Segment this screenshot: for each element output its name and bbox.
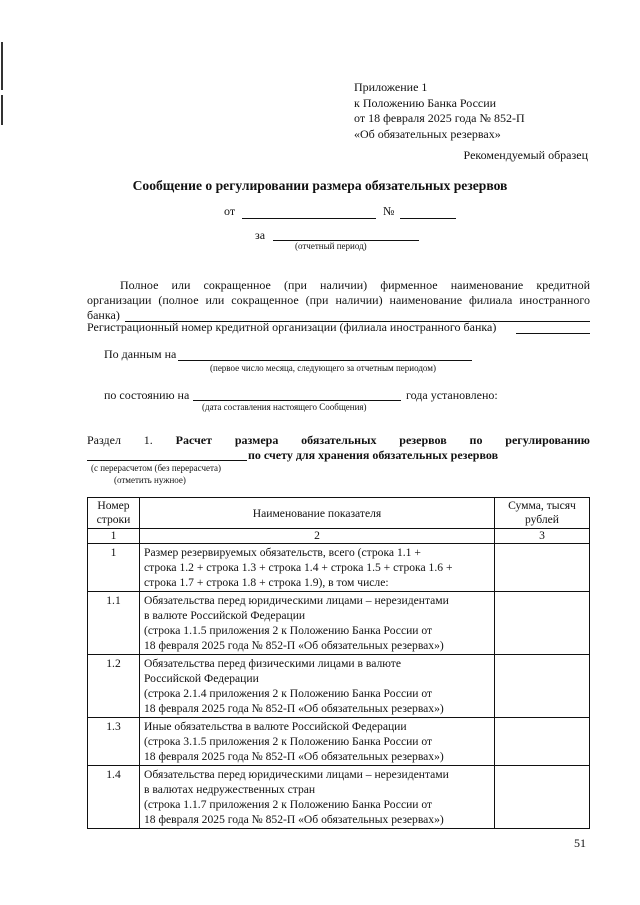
row-number: 1.1 (88, 592, 140, 655)
section-word: резервов (399, 433, 447, 447)
row-sum-cell[interactable] (495, 718, 590, 766)
header-sum: Сумма, тысяч рублей (495, 498, 590, 529)
row-description (140, 766, 495, 829)
table-row (88, 655, 590, 718)
row-sum-cell[interactable] (495, 592, 590, 655)
document-title: Сообщение о регулировании размера обязательных резервов (132, 178, 508, 193)
section-number: 1. (143, 433, 153, 447)
org-line-2: организации (полное или сокращенное (при наличии) наименование филиала иностранного (87, 293, 590, 307)
table-row (88, 718, 590, 766)
reg-number-label: Регистрационный номер кредитной организации (филиала иностранного банка) (87, 320, 497, 334)
appendix-line: к Положению Банка России (354, 95, 497, 110)
table-header-row (88, 498, 590, 529)
row-text-line: строка 1.2 + строка 1.3 + строка 1.4 + строка 1.5 + строка 1.6 + (144, 561, 453, 574)
appendix-line: Приложение 1 (354, 80, 428, 94)
row-text-line: 18 февраля 2025 года № 852-П «Об обязательных резервах») (144, 750, 444, 763)
sample-label: Рекомендуемый образец (463, 148, 588, 162)
number-field[interactable] (400, 218, 456, 219)
row-text-line: 18 февраля 2025 года № 852-П «Об обязательных резервах») (144, 639, 444, 652)
row-text-line: Обязательства перед юридическими лицами – нерезидентами (144, 594, 449, 607)
row-text-line: (строка 1.1.7 приложения 2 к Положению Банка России от (144, 798, 433, 811)
row-text-line: Иные обязательства в валюте Российской Федерации (144, 720, 407, 733)
section-word: по (469, 433, 483, 447)
appendix-header (354, 80, 525, 142)
period-hint: (отчетный период) (295, 241, 367, 251)
row-description (140, 718, 495, 766)
row-text-line: в валютах недружественных стран (144, 783, 316, 796)
row-text-line: (строка 3.1.5 приложения 2 к Положению Банка России от (144, 735, 433, 748)
row-number: 1.2 (88, 655, 140, 718)
data-on-field[interactable] (178, 360, 472, 361)
col-number: 1 (88, 529, 140, 544)
section-word: регулированию (505, 433, 590, 447)
from-label: от (224, 204, 236, 218)
for-label: за (255, 228, 266, 242)
date-field[interactable] (242, 218, 376, 219)
scan-edge-mark (1, 42, 3, 90)
row-text-line: (строка 2.1.4 приложения 2 к Положению Банка России от (144, 687, 433, 700)
row-text-line: строка 1.7 + строка 1.8 + строка 1.9), в том числе: (144, 576, 389, 589)
col-number: 2 (140, 529, 495, 544)
table-col-number-row (88, 529, 590, 544)
table-row (88, 766, 590, 829)
as-of-label: по состоянию на (104, 388, 190, 402)
recalc-hint: (с перерасчетом (без перерасчета) (91, 463, 222, 473)
row-description (140, 544, 495, 592)
as-of-hint: (дата составления настоящего Сообщения) (202, 402, 367, 412)
page-number: 51 (574, 836, 586, 850)
table-row (88, 592, 590, 655)
row-text-line: 18 февраля 2025 года № 852-П «Об обязательных резервах») (144, 813, 444, 826)
row-text-line: 18 февраля 2025 года № 852-П «Об обязательных резервах») (144, 702, 444, 715)
row-text-line: (строка 1.1.5 приложения 2 к Положению Банка России от (144, 624, 433, 637)
data-on-label: По данным на (104, 347, 177, 361)
data-on-hint: (первое число месяца, следующего за отчетным периодом) (210, 363, 436, 373)
row-description (140, 655, 495, 718)
as-of-suffix: года установлено: (406, 388, 498, 402)
recalc-field[interactable] (87, 460, 247, 461)
row-number: 1.4 (88, 766, 140, 829)
row-text-line: Обязательства перед юридическими лицами – нерезидентами (144, 768, 449, 781)
row-sum-cell[interactable] (495, 544, 590, 592)
org-line-3: банка) (87, 308, 120, 322)
appendix-line: от 18 февраля 2025 года № 852-П (354, 111, 525, 125)
section-word: обязательных (301, 433, 377, 447)
as-of-field[interactable] (193, 400, 401, 401)
header-indicator-name: Наименование показателя (140, 498, 495, 529)
row-text-line: Размер резервируемых обязательств, всего (строка 1.1 + (144, 546, 421, 559)
header-row-number: Номер строки (88, 498, 140, 529)
col-number: 3 (495, 529, 590, 544)
mark-hint: (отметить нужное) (114, 475, 186, 485)
reg-number-field[interactable] (516, 333, 590, 334)
section-line-2: по счету для хранения обязательных резервов (248, 448, 499, 462)
org-line-1: Полное или сокращенное (при наличии) фирменное наименование кредитной (120, 278, 590, 292)
appendix-line: «Об обязательных резервах» (354, 126, 501, 141)
row-number: 1.3 (88, 718, 140, 766)
section-heading (87, 433, 590, 448)
reserves-table (87, 497, 590, 829)
row-description (140, 592, 495, 655)
row-text-line: в валюте Российской Федерации (144, 609, 306, 622)
row-sum-cell[interactable] (495, 655, 590, 718)
row-number: 1 (88, 544, 140, 592)
section-word: Раздел (87, 433, 121, 447)
number-label: № (383, 204, 395, 218)
row-sum-cell[interactable] (495, 766, 590, 829)
row-text-line: Российской Федерации (144, 672, 259, 685)
row-text-line: Обязательства перед физическими лицами в валюте (144, 657, 401, 670)
scan-edge-mark (1, 95, 3, 125)
section-word: Расчет (175, 433, 213, 447)
table-row (88, 544, 590, 592)
section-word: размера (234, 433, 279, 447)
